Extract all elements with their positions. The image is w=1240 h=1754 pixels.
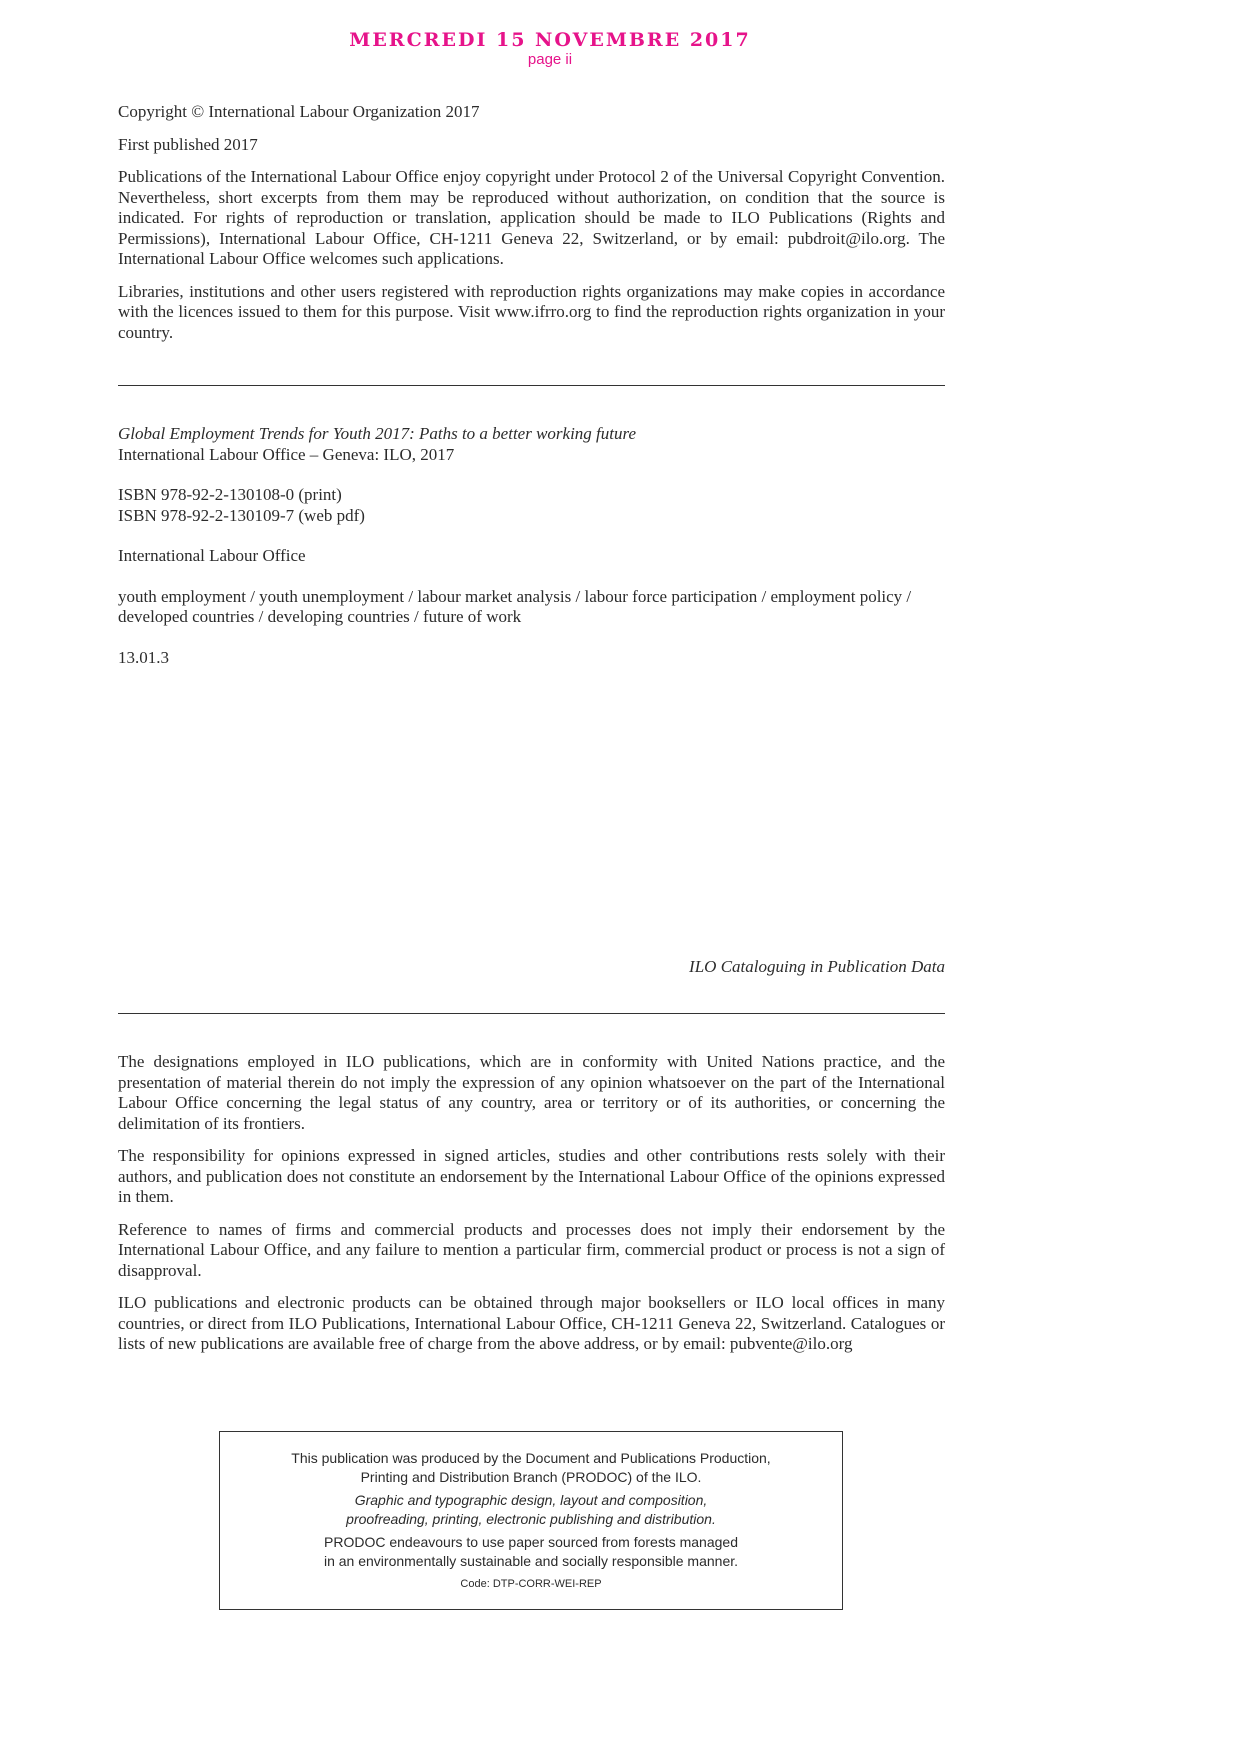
disclaimer-designations: The designations employed in ILO publications, which are in conformity with United Nations practice, and the presentation of material therein do not imply the expression of any opinion whatsoever on the part of the International Labour Office concerning the legal status of any country, area or territory or of its authorities, or concerning the delimitation of its frontiers. <box>118 1052 945 1133</box>
prodoc-box <box>219 1431 843 1610</box>
prodoc-code: Code: DTP-CORR-WEI-REP <box>460 1578 602 1590</box>
prodoc-line-6: in an environmentally sustainable and socially responsible manner. <box>323 1553 739 1569</box>
prodoc-line-4: proofreading, printing, electronic publishing and distribution. <box>346 1511 716 1527</box>
prodoc-line-3: Graphic and typographic design, layout and composition, <box>354 1492 708 1508</box>
prodoc-line-1: This publication was produced by the Document and Publications Production, <box>291 1450 771 1466</box>
copyright-paragraph-rights: Publications of the International Labour Office enjoy copyright under Protocol 2 of the Universal Copyright Convention. Nevertheless, short excerpts from them may be reproduced without authorization, on condition that the source is indicated. For rights of reproduction or translation, application should be made to ILO Publications (Rights and Permissions), International Labour Office, CH-1211 Geneva 22, Switzerland, or by email: pubdroit@ilo.org. The International Labour Office welcomes such applications. <box>118 167 945 268</box>
prodoc-line-5: PRODOC endeavours to use paper sourced from forests managed <box>324 1534 738 1550</box>
divider-top <box>118 385 945 386</box>
first-published: First published 2017 <box>118 134 258 154</box>
copyright-section <box>118 102 945 343</box>
isbn-print: ISBN 978-92-2-130108-0 (print) <box>118 485 342 504</box>
prodoc-line-2: Printing and Distribution Branch (PRODOC) of the ILO. <box>360 1469 702 1485</box>
cataloguing-section <box>118 424 945 668</box>
disclaimer-endorsement: Reference to names of firms and commercial products and processes does not imply their endorsement by the International Labour Office, and any failure to mention a particular firm, commercial product or process is not a sign of disapproval. <box>118 1219 945 1280</box>
divider-bottom <box>118 1013 945 1014</box>
copyright-paragraph-libraries: Libraries, institutions and other users registered with reproduction rights organizations may make copies in accordance with the licences issued to them for this purpose. Visit www.ifrro.org to find the reproduction rights organization in your country. <box>118 281 945 342</box>
cip-label: ILO Cataloguing in Publication Data <box>689 957 945 976</box>
header-date: MERCREDI 15 NOVEMBRE 2017 <box>349 29 751 51</box>
catalogue-code: 13.01.3 <box>118 647 169 667</box>
page-header <box>0 28 1100 68</box>
publication-publisher: International Labour Office – Geneva: ILO, 2017 <box>118 444 455 464</box>
copyright-line: Copyright © International Labour Organization 2017 <box>118 102 480 121</box>
disclaimers-section <box>118 1052 945 1355</box>
publication-title: Global Employment Trends for Youth 2017: Paths to a better working future <box>118 424 637 443</box>
header-page-number: page ii <box>527 51 573 68</box>
catalogue-keywords: youth employment / youth unemployment / labour market analysis / labour force participation / employment policy / developed countries / developing countries / future of work <box>118 586 912 626</box>
isbn-web: ISBN 978-92-2-130109-7 (web pdf) <box>118 505 365 525</box>
disclaimer-availability: ILO publications and electronic products can be obtained through major booksellers or ILO local offices in many countries, or direct from ILO Publications, International Labour Office, CH-1211 Geneva 22, Switzerland. Catalogues or lists of new publications are available free of charge from the above address, or by email: pubvente@ilo.org <box>118 1293 945 1353</box>
catalogue-author: International Labour Office <box>118 546 306 565</box>
disclaimer-responsibility: The responsibility for opinions expressed in signed articles, studies and other contributions rests solely with their authors, and publication does not constitute an endorsement by the International Labour Office of the opinions expressed in them. <box>118 1146 945 1206</box>
